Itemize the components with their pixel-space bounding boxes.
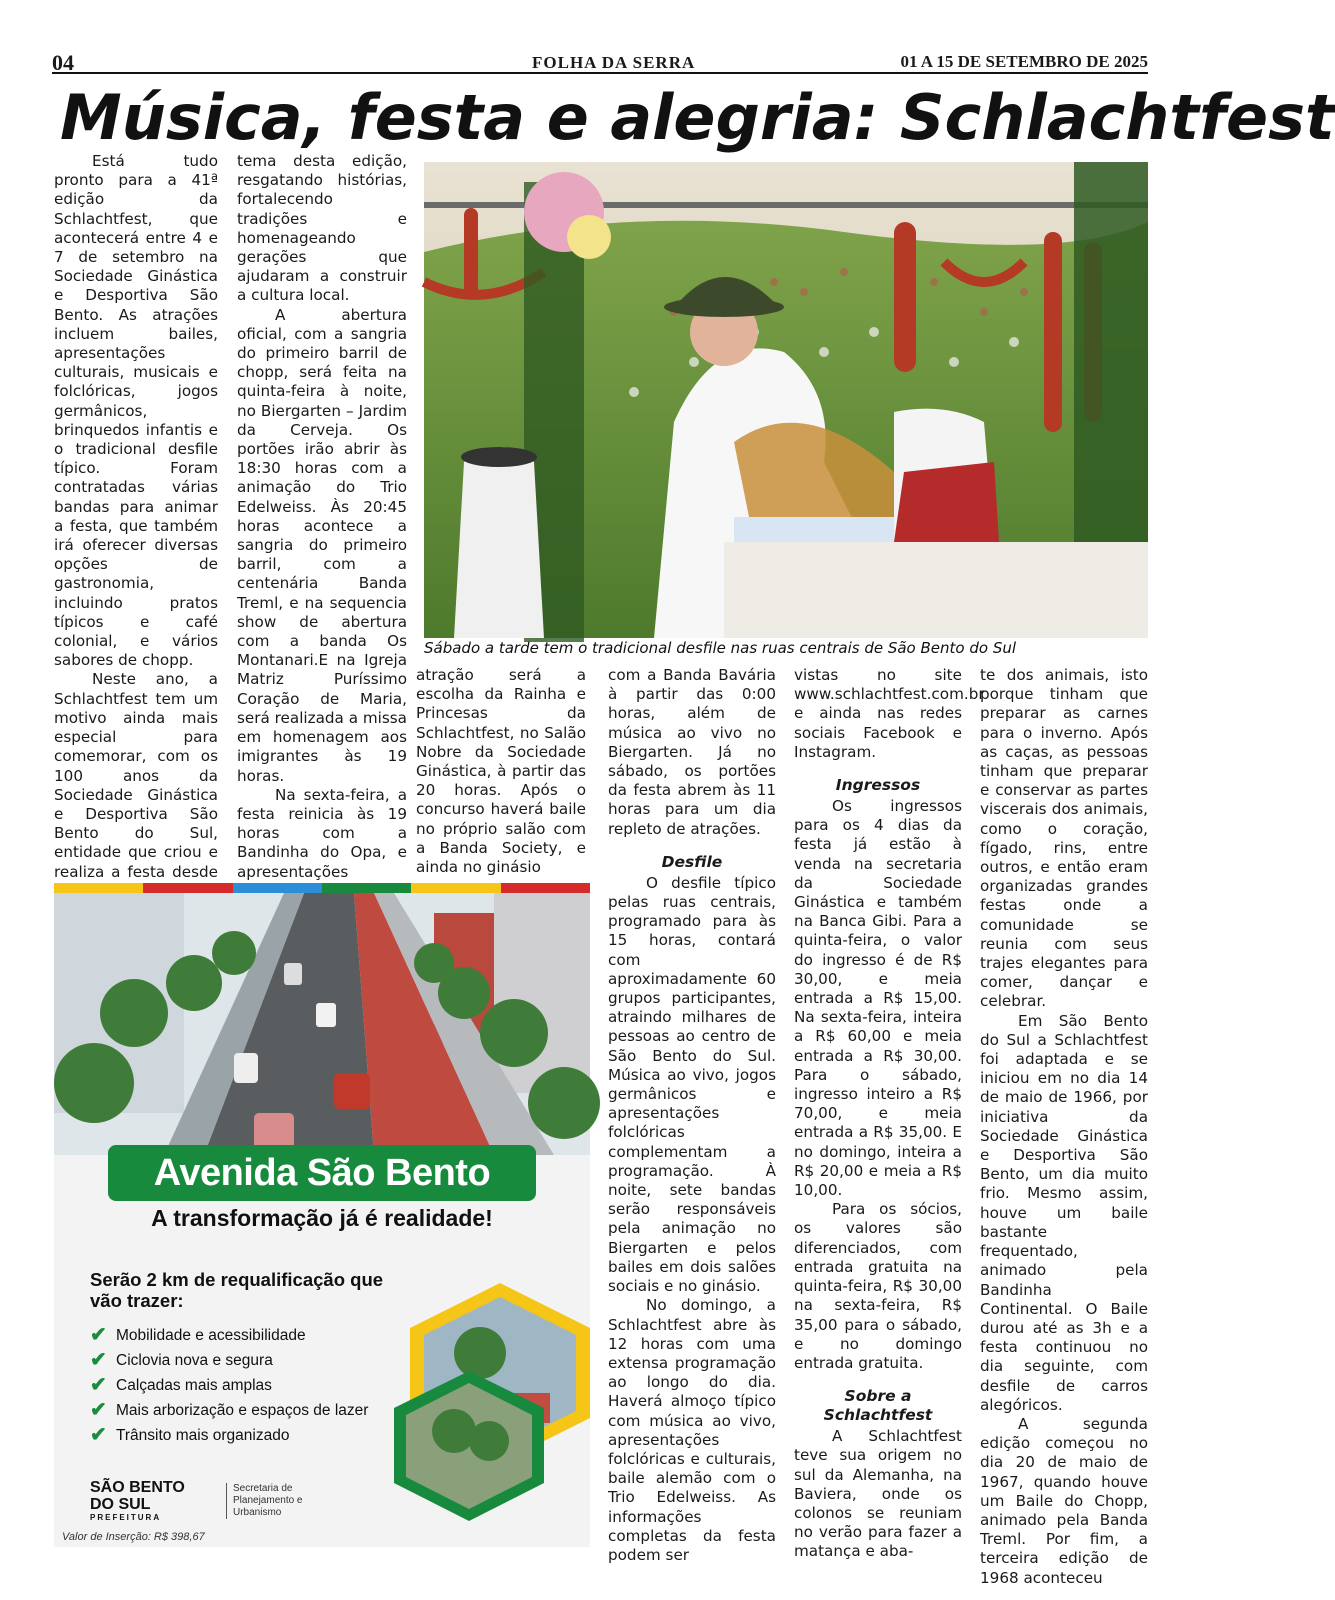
check-icon: ✔	[90, 1349, 107, 1371]
avenue-render-image	[54, 893, 590, 1155]
ad-color-stripe	[54, 883, 590, 893]
logo-line-3: PREFEITURA	[90, 1513, 162, 1522]
article-column-1	[54, 152, 218, 881]
page-header	[52, 50, 1148, 74]
paragraph: te dos animais, isto porque tinham que preparar as carnes para o inverno. Após as caças, as pessoas tinham que preparar e conservar as partes viscerais dos animais, como o coração, fígado, rins, entre outros, e então eram organizadas grandes festas onde a comunidade se reunia com seus trajes elegantes para comer, dançar e celebrar.	[980, 666, 1148, 1011]
list-item	[90, 1348, 420, 1373]
check-icon: ✔	[90, 1374, 107, 1396]
list-item-label: Trânsito mais organizado	[116, 1427, 290, 1444]
paragraph: O desfile típico pelas ruas centrais, programado para às 15 horas, contará com aproximadamente 60 grupos participantes, atraindo milhares de pessoas ao centro de São Bento do Sul. Música ao vivo, jogos germânicos e apresentações folclóricas complementam a programação. À noite, sete bandas serão responsáveis pela animação no Biergarten e pelos bailes em dois salões sociais e no ginásio.	[608, 873, 776, 1296]
paragraph: Está tudo pronto para a 41ª edição da Schlachtfest, que acontecerá entre 4 e 7 de setembro na Sociedade Ginástica e Desportiva São Bento. As atrações incluem bailes, apresentações culturais, musicais e folclóricas, jogos germânicos, brinquedos infantis e o tradicional desfile típico. Foram contratadas várias bandas para animar a festa, que também irá oferecer diversas opções de gastronomia, incluindo pratos típicos e café colonial, e vários sabores de chopp.	[54, 152, 218, 670]
paragraph: Em São Bento do Sul a Schlachtfest foi adaptada e se iniciou em no dia 14 de maio de 1966, por iniciativa da Sociedade Ginástica e Desportiva São Bento, um dia muito frio. Mesmo assim, houve um baile bastante frequentado, animado pela Bandinha Continental. O Baile durou até as 3h e a festa continuou no dia seguinte, com desfile de carros alegóricos.	[980, 1011, 1148, 1414]
list-item-label: Ciclovia nova e segura	[116, 1352, 273, 1369]
ad-benefits-list	[90, 1323, 420, 1448]
paragraph: vistas no site www.schlachtfest.com.br e ainda nas redes sociais Facebook e Instagram.	[794, 666, 985, 761]
paragraph: Na sexta-feira, a festa reinicia às 19 horas com a Bandinha do Opa, e apresentações	[237, 785, 407, 881]
city-advertisement	[54, 883, 590, 1547]
section-heading-ingressos: Ingressos	[835, 776, 921, 795]
article-column-4	[608, 666, 776, 1564]
list-item	[90, 1323, 420, 1348]
paragraph: com a Banda Bavária à partir das 0:00 horas, além de música ao vivo no Biergarten. Já no sábado, os portões da festa abrem às 11 horas para um dia repleto de atrações.	[608, 666, 776, 838]
issue-date: 01 A 15 DE SETEMBRO DE 2025	[900, 52, 1148, 71]
section-heading-desfile: Desfile	[661, 852, 723, 871]
ad-title: Avenida São Bento	[108, 1145, 536, 1201]
article-column-5	[794, 666, 985, 1561]
article-column-2	[237, 152, 407, 881]
list-item-label: Mobilidade e acessibilidade	[116, 1327, 306, 1344]
photo-illustration	[424, 162, 1148, 638]
paragraph: A Schlachtfest teve sua origem no sul da Alemanha, na Baviera, onde os colonos se reuniam no verão para fazer a matança e aba-	[794, 1427, 962, 1561]
city-logo	[90, 1479, 200, 1522]
paragraph: tema desta edição, resgatando histórias, fortalecendo tradições e homenageando gerações que ajudaram a construir a cultura local.	[237, 152, 407, 305]
secretaria-label: Secretaria de Planejamento e Urbanismo	[226, 1483, 326, 1519]
ad-list-title: Serão 2 km de requalificação que vão trazer:	[90, 1269, 384, 1311]
logo-line-1: SÃO BENTO	[90, 1479, 185, 1496]
insertion-price: Valor de Inserção: R$ 398,67	[62, 1531, 205, 1543]
paragraph: A abertura oficial, com a sangria do primeiro barril de chopp, será feita na quinta-feira à noite, no Biergarten – Jardim da Cerveja. Os portões irão abrir às 18:30 horas com a animação do Trio Edelweiss. Às 20:45 horas acontece a sangria do primeiro barril, com a centenária Banda Treml, e na sequencia show de abertura com a banda Os Montanari.E na Igreja Matriz Puríssimo Coração de Maria, será realizada a missa em homenagem aos imigrantes às 19 horas.	[237, 305, 407, 785]
ad-subtitle: A transformação já é realidade!	[151, 1205, 493, 1231]
section-heading-sobre: Sobre a Schlachtfest	[823, 1387, 933, 1425]
paragraph: No domingo, a Schlachtfest abre às 12 horas com uma extensa programação ao longo do dia. Haverá almoço típico com música ao vivo, apresentações folclóricas e culturais, baile alemão com o Trio Edelweiss. As informações completas da festa podem ser	[608, 1296, 776, 1564]
check-icon: ✔	[90, 1324, 107, 1346]
page-number: 04	[52, 50, 74, 75]
check-icon: ✔	[90, 1424, 107, 1446]
paragraph: Neste ano, a Schlachtfest tem um motivo ainda mais especial para comemorar, com os 100 anos da Sociedade Ginástica e Desportiva São Bento do Sul, entidade que criou e realiza a festa desde	[54, 670, 218, 881]
list-item-label: Calçadas mais amplas	[116, 1377, 272, 1394]
paragraph: A segunda edição começou no dia 20 de maio de 1967, quando houve um Baile do Chopp, animado pela Banda Treml. Por fim, a terceira edição de 1968 aconteceu	[980, 1414, 1148, 1587]
list-item	[90, 1423, 420, 1448]
paragraph: Os ingressos para os 4 dias da festa já estão à venda na secretaria da Sociedade Ginástica e também na Banca Gibi. Para a quinta-feira, o valor do ingresso é de R$ 30,00, e meia entrada a R$ 15,00. Na sexta-feira, inteira a R$ 60,00 e meia entrada a R$ 30,00. Para o sábado, ingresso inteiro a R$ 70,00, e meia entrada a R$ 35,00. E no domingo, inteira a R$ 20,00 e meia a R$ 10,00.	[794, 797, 962, 1200]
festival-parade-photo	[424, 162, 1148, 638]
check-icon: ✔	[90, 1399, 107, 1421]
list-item	[90, 1398, 420, 1423]
photo-caption: Sábado a tarde tem o tradicional desfile nas ruas centrais de São Bento do Sul	[424, 639, 1017, 657]
newspaper-name: FOLHA DA SERRA	[532, 53, 696, 72]
list-item-label: Mais arborização e espaços de lazer	[116, 1402, 369, 1419]
paragraph: Para os sócios, os valores são diferenciados, com entrada gratuita na quinta-feira, R$ 30,00 na sexta-feira, R$ 35,00 para o sábado, e no domingo entrada gratuita.	[794, 1200, 962, 1372]
logo-line-2: DO SUL	[90, 1496, 151, 1513]
hexagon-green-graphic	[394, 1371, 544, 1521]
list-item	[90, 1373, 420, 1398]
paragraph: atração será a escolha da Rainha e Princesas da Schlachtfest, no Salão Nobre da Sociedade Ginástica, à partir das 20 horas. Após o concurso haverá baile no próprio salão com a Banda Society, e ainda no ginásio	[416, 666, 586, 877]
article-column-6	[980, 666, 1148, 1587]
article-column-3	[416, 666, 586, 877]
article-headline: Música, festa e alegria: Schlachtfest	[60, 81, 1335, 154]
